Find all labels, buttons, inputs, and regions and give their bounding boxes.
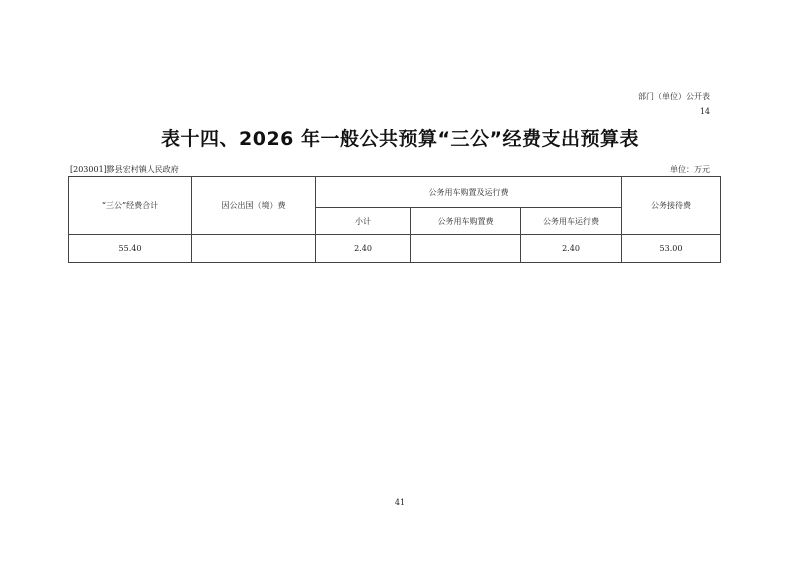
budget-table xyxy=(68,176,721,263)
cell-subtotal: 2.40 xyxy=(316,235,411,263)
header-total: “三公”经费合计 xyxy=(69,177,192,235)
cell-abroad xyxy=(192,235,316,263)
page-number: 41 xyxy=(394,498,406,507)
header-reception: 公务接待费 xyxy=(622,177,721,235)
header-vehicle-operation: 公务用车运行费 xyxy=(521,208,622,235)
unit-name: [203001]黟县宏村镇人民政府 xyxy=(70,165,179,174)
cell-vehicle-purchase xyxy=(411,235,521,263)
table-row xyxy=(69,235,721,263)
cell-total: 55.40 xyxy=(69,235,192,263)
table-code: 14 xyxy=(699,107,710,116)
header-vehicle-group: 公务用车购置及运行费 xyxy=(316,177,622,208)
page-title: 表十四、2026 年一般公共预算“三公”经费支出预算表 xyxy=(161,128,639,150)
header-subtotal: 小计 xyxy=(316,208,411,235)
cell-vehicle-operation: 2.40 xyxy=(521,235,622,263)
cell-reception: 53.00 xyxy=(622,235,721,263)
header-vehicle-purchase: 公务用车购置费 xyxy=(411,208,521,235)
header-abroad: 因公出国（境）费 xyxy=(192,177,316,235)
document-category: 部门（单位）公开表 xyxy=(638,92,710,101)
unit-label: 单位：万元 xyxy=(670,165,710,174)
